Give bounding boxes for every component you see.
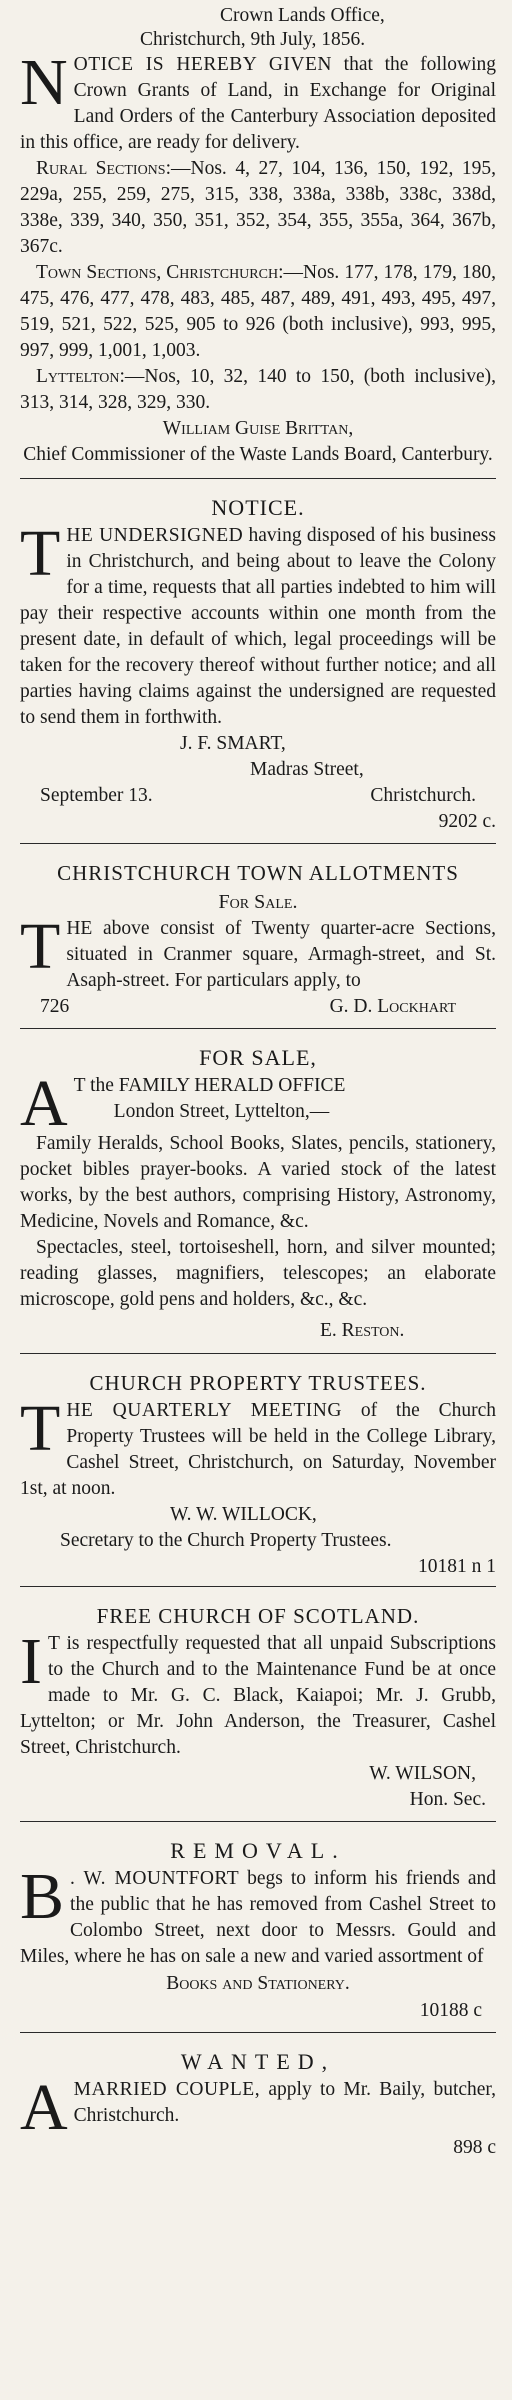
ad-body-2: Spectacles, steel, tortoiseshell, horn, and silver mounted; reading glasses, magnifiers, telescopes; an elaborate microscope, gold pens and holders, &c., &c. xyxy=(20,1237,496,1310)
ad-heading: CHURCH PROPERTY TRUSTEES. xyxy=(89,1371,427,1395)
ad-body: begs to inform his friends and the public that he has removed from Cashel Street to Colombo Street, next door to Messrs. Gould and Miles, where he has on sale a new and varied assortment of xyxy=(20,1868,497,1967)
ad-text xyxy=(20,1625,496,1761)
date: September 13. xyxy=(40,785,153,806)
signatory-title: Hon. Sec. xyxy=(409,1789,486,1810)
ad-heading: FOR SALE, xyxy=(199,1045,317,1070)
town-label: Town Sections, Christchurch xyxy=(36,262,279,283)
notice-text xyxy=(20,517,496,731)
wanted-ad xyxy=(20,2033,496,2167)
drop-cap: N xyxy=(20,46,68,119)
signatory-name: W. W. WILLOCK, xyxy=(170,1504,317,1525)
ad-text xyxy=(20,2071,497,2144)
town-list: :—Nos. 177, 178, 179, 180, 475, 476, 477, 478, 483, 485, 487, 489, 491, 493, 495, 497, 519, 521, 522, 525, 905 to 926 (both inclusive), 993, 995, 997, 999, 1,001, 1,003. xyxy=(20,262,496,361)
rural-label: Rural Sections xyxy=(36,158,166,179)
ad-ref: 9202 c. xyxy=(438,811,496,832)
signatory-street: Madras Street, xyxy=(250,759,364,780)
ref-name-row xyxy=(20,994,496,1020)
ad-lead: T the FAMILY HERALD OFFICE xyxy=(73,1075,346,1096)
goods-line: Books and Stationery. xyxy=(166,1973,350,1994)
ad-lead: . W. MOUNTFORT xyxy=(70,1868,240,1889)
lyttelton-label: Lyttelton xyxy=(36,366,120,387)
ad-heading: NOTICE. xyxy=(211,495,305,520)
ad-body: T is respectfully requested that all unpaid Subscriptions to the Church and to the Maintenance Fund be at once made to Mr. G. C. Black, Kaiapoi; Mr. J. Grubb, Lyttelton; or Mr. John Anderson, the Treasurer, Cashel Street, Christchurch. xyxy=(20,1633,496,1758)
ad-body-1: Family Heralds, School Books, Slates, pencils, stationery, pocket bibles prayer-books. A varied stock of the latest works, by the best authors, comprising History, Astronomy, Medicine, Novels and Romance, &c. xyxy=(20,1133,496,1232)
town-sections xyxy=(20,260,496,364)
signatory: William Guise Brittan, xyxy=(162,418,354,439)
rural-sections xyxy=(20,156,496,260)
smart-notice xyxy=(20,479,496,844)
drop-cap: T xyxy=(20,517,61,590)
signatory-name: E. Reston. xyxy=(320,1320,405,1341)
date-town-row xyxy=(20,783,496,809)
drop-cap: T xyxy=(20,910,61,983)
ad-text xyxy=(20,1392,496,1502)
notice-lead: OTICE IS HEREBY GIVEN xyxy=(73,54,332,75)
ad-body: apply to Mr. Baily, butcher, Christchurch. xyxy=(73,2079,497,2126)
signatory-name: W. WILSON, xyxy=(369,1763,476,1784)
signatory-title: Secretary to the Church Property Trustees. xyxy=(60,1530,392,1551)
ad-text xyxy=(20,1860,497,1970)
signatory-name: J. F. SMART, xyxy=(180,733,286,754)
ad-lead: MARRIED COUPLE, xyxy=(73,2079,261,2100)
place-line: Crown Lands Office, xyxy=(220,5,385,26)
rural-list: :—Nos. 4, 27, 104, 136, 150, 192, 195, 229a, 255, 259, 275, 315, 338, 338a, 338b, 338c, 338d, 338e, 339, 340, 350, 351, 352, 354, 355, 355a, 364, 367b, 367c. xyxy=(20,158,497,257)
ad-lead: HE QUARTERLY MEETING xyxy=(66,1400,342,1421)
ad-ref: 10181 n 1 xyxy=(418,1556,496,1577)
date-line: Christchurch, 9th July, 1856. xyxy=(140,29,366,50)
ad-subheading: For Sale. xyxy=(218,891,298,913)
ad-body: of the Church Property Trustees will be held in the College Library, Cashel Street, Christchurch, on Saturday, November 1st, at noon. xyxy=(20,1400,496,1499)
signatory-title: Chief Commissioner of the Waste Lands Board, Canterbury. xyxy=(23,444,493,465)
removal-ad xyxy=(20,1822,496,2033)
ad-text xyxy=(20,910,496,994)
drop-cap: I xyxy=(20,1625,42,1698)
lyttelton-sections xyxy=(20,364,496,416)
free-church-ad xyxy=(20,1587,496,1822)
drop-cap: B xyxy=(20,1860,65,1933)
church-trustees-ad xyxy=(20,1354,496,1587)
notice-lead: HE UNDERSIGNED xyxy=(66,525,244,546)
signatory-name: G. D. Lockhart xyxy=(329,996,456,1017)
notice-body: that the following Crown Grants of Land, in Exchange for Original Land Orders of the Canterbury Association deposited in this office, are ready for delivery. xyxy=(20,54,496,153)
for-sale-ad xyxy=(20,1029,496,1354)
town-allotments-ad xyxy=(20,844,496,1029)
drop-cap: A xyxy=(20,1067,68,1140)
drop-cap: T xyxy=(20,1392,61,1465)
ad-ref: 726 xyxy=(40,996,70,1017)
ad-ref: 10188 c xyxy=(419,2000,482,2021)
ad-heading: REMOVAL. xyxy=(170,1838,346,1863)
drop-cap: A xyxy=(20,2071,68,2144)
ad-intro xyxy=(20,1067,496,1140)
ad-heading: FREE CHURCH OF SCOTLAND. xyxy=(96,1604,420,1628)
notice-body: having disposed of his business in Christchurch, and being about to leave the Colony for a time, requests that all parties indebted to him will pay their respective accounts within one month from the present date, in default of which, legal proceedings will be taken for the recovery thereof without further notice; and all parties having claims against the undersigned are requested to send them in forthwith. xyxy=(20,525,496,728)
town: Christchurch. xyxy=(370,785,476,806)
notice-text xyxy=(20,46,496,156)
ad-heading: CHRISTCHURCH TOWN ALLOTMENTS xyxy=(57,861,459,885)
ad-ref: 898 c xyxy=(453,2137,496,2158)
ad-heading: WANTED, xyxy=(180,2049,336,2074)
crown-lands-notice xyxy=(20,0,496,479)
lyttelton-list: :—Nos, 10, 32, 140 to 150, (both inclusive), 313, 314, 328, 329, 330. xyxy=(20,366,496,413)
ad-body: HE above consist of Twenty quarter-acre Sections, situated in Cranmer square, Armagh-street, and St. Asaph-street. For particulars apply, to xyxy=(66,918,496,991)
ad-address: London Street, Lyttelton,— xyxy=(113,1101,330,1122)
